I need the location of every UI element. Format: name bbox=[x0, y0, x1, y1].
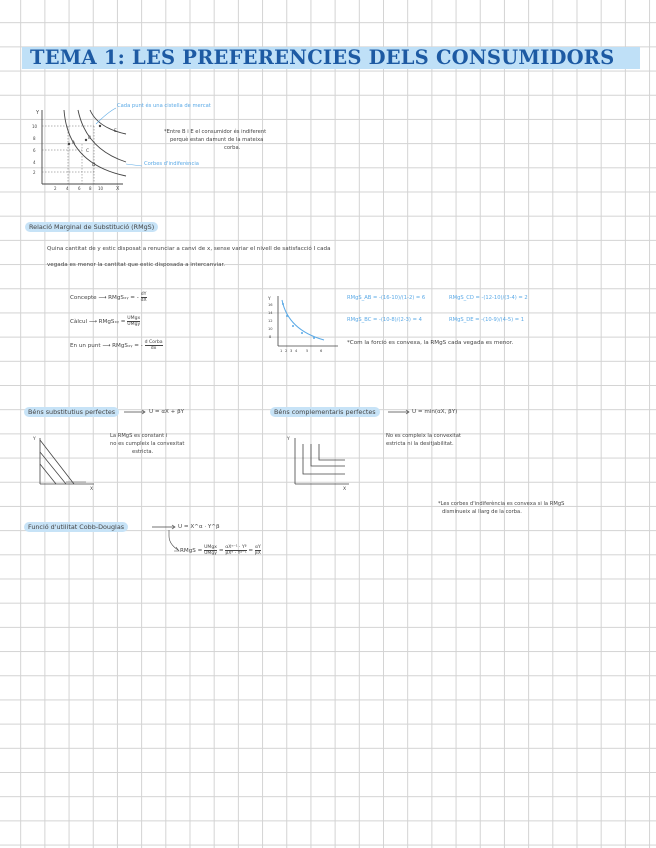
frac-num: αXᵅ⁻¹ · Yᵝ bbox=[225, 545, 247, 550]
rms-graph-xtick: 2 bbox=[285, 349, 288, 353]
frac-num: αY bbox=[255, 545, 261, 550]
rms-graph-ytick: 16 bbox=[268, 303, 273, 307]
complementaris-xaxis: X bbox=[343, 487, 347, 492]
rms-heading: Relació Marginal de Substitució (RMgS) bbox=[25, 222, 158, 232]
graph1-ytick: 6 bbox=[33, 148, 36, 153]
graph1-xtick: 10 bbox=[98, 186, 104, 191]
def-text: Càlcul ⟶ RMgSₓᵧ = bbox=[70, 319, 128, 325]
substitutius-graph bbox=[30, 432, 100, 492]
complementaris-formula: U = min(αX, βY) bbox=[412, 409, 458, 415]
frac-num: d Corba bbox=[144, 340, 163, 345]
frac-den: UMgy bbox=[204, 551, 218, 556]
graph1-ytick: 10 bbox=[32, 124, 38, 129]
graph1-xtick: 8 bbox=[89, 186, 92, 191]
substitutius-yaxis: Y bbox=[33, 437, 36, 442]
def-text: En un punt ⟶ RMgSₓᵧ = - bbox=[70, 343, 143, 349]
rms-graph-xtick: 3 bbox=[290, 349, 293, 353]
rms-intro-1: Quina cantitat de y estic disposat a renunciar a canvi de x, sense variar el nivell de satisfacció I cada bbox=[47, 246, 331, 252]
rms-graph-xtick: 4 bbox=[295, 349, 298, 353]
frac-num: dY bbox=[140, 292, 147, 297]
note-line: La RMgS es constant i bbox=[110, 433, 168, 439]
rms-calc-1: RMgS_AB = -(16-10)/(1-2) = 6 bbox=[347, 295, 426, 301]
note-line: corba. bbox=[224, 145, 241, 151]
complementaris-arrow bbox=[388, 408, 412, 416]
complementaris-yaxis: Y bbox=[287, 437, 290, 442]
rms-def-calcul bbox=[70, 316, 140, 327]
final-note bbox=[438, 500, 564, 516]
complementaris-heading: Béns complementaris perfectes bbox=[270, 407, 380, 417]
graph1-xtick: 6 bbox=[78, 186, 81, 191]
rms-graph-xtick: 1 bbox=[280, 349, 283, 353]
rms-graph-ytick: 8 bbox=[269, 335, 272, 339]
rms-graph-xtick: 5 bbox=[306, 349, 309, 353]
frac-den: βXᵅ · Yᵝ⁻¹ bbox=[225, 551, 247, 556]
rms-note: *Com la forció es convexa, la RMgS cada vegada es menor. bbox=[347, 340, 514, 346]
frac-den: βX bbox=[254, 551, 261, 556]
substitutius-formula: U = αX + βY bbox=[149, 409, 185, 415]
page-title: TEMA 1: LES PREFERENCIES DELS CONSUMIDORS bbox=[30, 46, 615, 69]
graph1-label-curves: Corbes d'indiferència bbox=[144, 161, 199, 167]
note-line: no es cumpleix la convexitat bbox=[110, 441, 185, 447]
substitutius-note bbox=[110, 432, 184, 456]
substitutius-xaxis: X bbox=[90, 487, 94, 492]
rms-calc-2: RMgS_CD = -(12-10)/(3-4) = 2 bbox=[449, 295, 528, 301]
note-line: disminueix al llarg de la corba. bbox=[442, 509, 522, 515]
rms-graph-ytick: 14 bbox=[268, 311, 273, 315]
note-line: estricta ni la desitjabilitat. bbox=[386, 441, 454, 447]
cobb-formula: U = X^α · Y^β bbox=[178, 524, 220, 530]
rms-graph-ytick: 12 bbox=[268, 319, 273, 323]
cobb-heading: Funció d'utilitat Cobb-Douglas bbox=[24, 522, 128, 532]
point-label: D bbox=[92, 163, 96, 168]
substitutius-arrow bbox=[124, 408, 148, 416]
frac-num: UMgx bbox=[204, 545, 218, 550]
point-label: E bbox=[114, 129, 117, 134]
note-line: *Les corbes d'indiferència es convexa si la RMgS bbox=[438, 501, 565, 507]
graph1-label-top: Cada punt és una cistella de mercat bbox=[117, 103, 211, 109]
complementaris-graph bbox=[285, 432, 355, 492]
graph1-ytick: 8 bbox=[33, 136, 36, 141]
rms-intro-2: vegada es menor la cantitat que estic disposada a intercanviar. bbox=[47, 262, 226, 268]
point-label: A bbox=[72, 141, 76, 146]
rms-lhs: RMgS = bbox=[180, 548, 205, 554]
point-label: B bbox=[88, 136, 92, 141]
frac-num: UMgx bbox=[127, 316, 141, 321]
note-line: No es compleix la convexitat bbox=[386, 433, 461, 439]
frac-den: dx bbox=[150, 346, 157, 351]
frac-den: dX bbox=[140, 298, 147, 303]
complementaris-note bbox=[386, 432, 461, 448]
rms-graph-yaxis: Y bbox=[268, 297, 271, 302]
cobb-rms: RMgS = UMgx UMgy = αXᵅ⁻¹ · Yᵝ βXᵅ · Yᵝ⁻¹ = $\frac{\alpha Y}{\beta X}$ bbox=[180, 545, 261, 556]
rms-graph bbox=[266, 292, 342, 356]
graph1-note bbox=[164, 128, 266, 152]
graph1-ytick: 2 bbox=[33, 170, 36, 175]
rms-graph-xtick: 6 bbox=[320, 349, 323, 353]
rms-def-punt bbox=[70, 340, 163, 351]
rms-calc-3: RMgS_BC = -(10-8)/(2-3) = 4 bbox=[347, 317, 422, 323]
rms-graph-ytick: 10 bbox=[268, 327, 273, 331]
note-line: estricta. bbox=[132, 449, 154, 455]
def-text: Concepte ⟶ RMgSₓᵧ = - bbox=[70, 295, 139, 301]
frac-den: UMgy bbox=[127, 322, 141, 327]
graph1-xaxis: X bbox=[116, 186, 120, 192]
note-line: perquè estan damunt de la mateixa bbox=[170, 137, 264, 143]
graph1-yaxis: Y bbox=[36, 110, 40, 116]
substitutius-heading: Béns substitutius perfectes bbox=[24, 407, 119, 417]
graph1-ytick: 4 bbox=[33, 160, 36, 165]
graph1-xtick: 2 bbox=[54, 186, 57, 191]
note-line: *Entre B i E el consumidor és indiferent bbox=[164, 129, 267, 135]
graph1-xtick: 4 bbox=[66, 186, 69, 191]
indifference-graph bbox=[28, 104, 128, 194]
rms-calc-4: RMgS_DE = -(10-9)/(4-5) = 1 bbox=[449, 317, 525, 323]
rms-def-concepte bbox=[70, 292, 147, 303]
point-label: C bbox=[86, 149, 90, 154]
